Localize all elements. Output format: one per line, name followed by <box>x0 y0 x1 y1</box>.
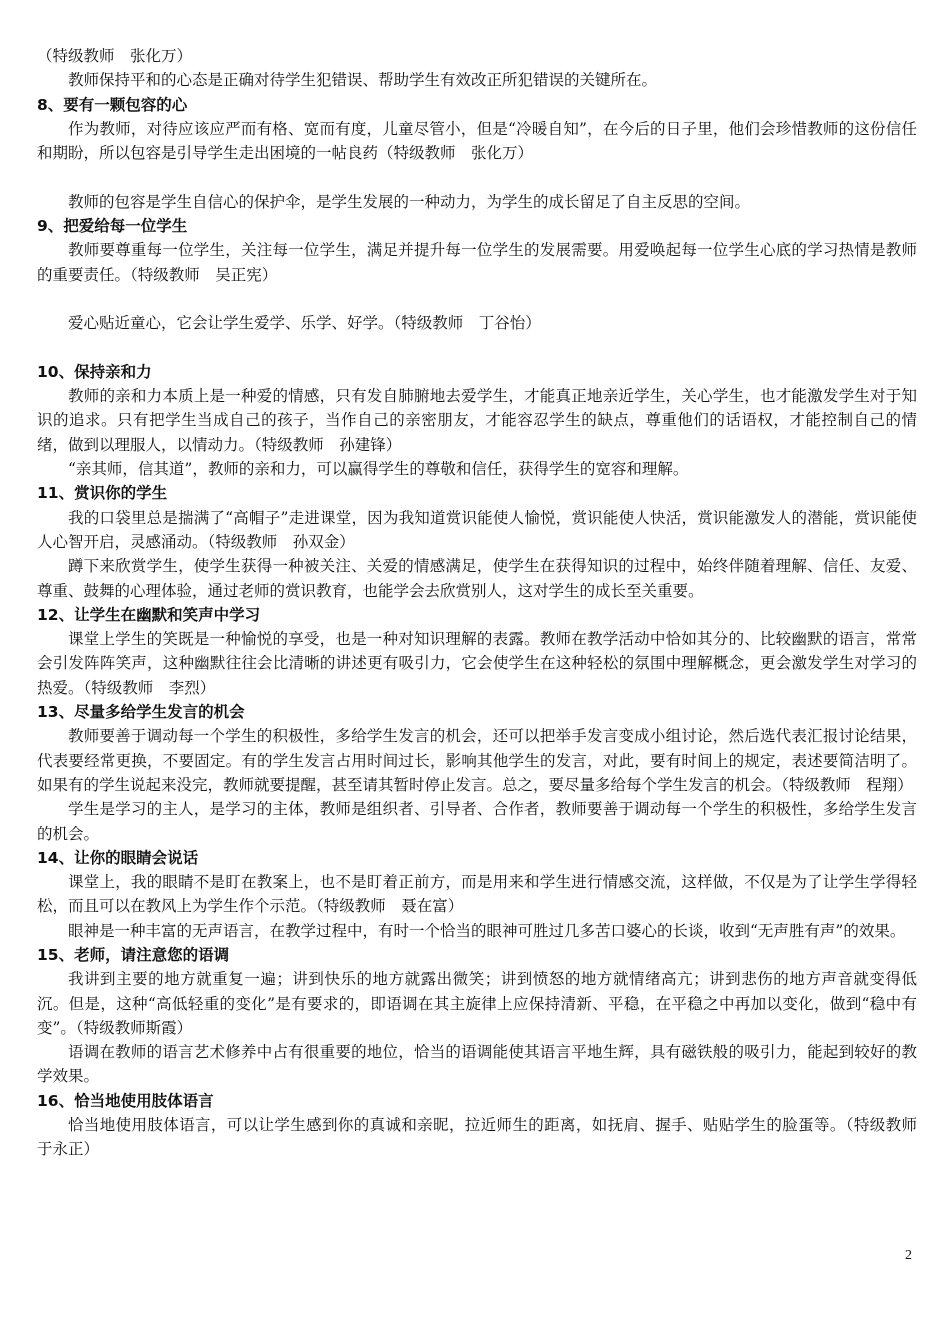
paragraph: 教师的包容是学生自信心的保护伞，是学生发展的一种动力，为学生的成长留足了自主反思的空间。 <box>68 192 751 211</box>
paragraph: 课堂上学生的笑既是一种愉悦的享受，也是一种对知识理解的表露。教师在教学活动中恰如其分的、比较幽默的语言，常常会引发阵阵笑声，这种幽默往往会比清晰的讲述更有吸引力，它会使学生在这种轻松的氛围中理解概念，更会激发学生对学习的热爱。（特级教师 李烈） <box>37 630 917 697</box>
paragraph: 我讲到主要的地方就重复一遍；讲到快乐的地方就露出微笑；讲到愤怒的地方就情绪高亢；讲到悲伤的地方声音就变得低沉。但是，这种“高低轻重的变化”是有要求的，即语调在其主旋律上应保持清新、平稳，在平稳之中再加以变化，做到“稳中有变”。（特级教师斯霞） <box>37 970 917 1037</box>
paragraph: 教师要尊重每一位学生，关注每一位学生，满足并提升每一位学生的发展需要。用爱唤起每一位学生心底的学习热情是教师的重要责任。（特级教师 吴正宪） <box>37 241 917 284</box>
page-number: 2 <box>905 1248 912 1263</box>
section-heading: 14、让你的眼睛会说话 <box>37 848 199 867</box>
paragraph: “亲其师，信其道”，教师的亲和力，可以赢得学生的尊敬和信任，获得学生的宽容和理解。 <box>68 460 689 479</box>
blank-line <box>37 287 917 311</box>
section-heading: 15、老师，请注意您的语调 <box>37 945 230 964</box>
paragraph: 教师保持平和的心态是正确对待学生犯错误、帮助学生有效改正所犯错误的关键所在。 <box>68 71 658 90</box>
paragraph: 学生是学习的主人，是学习的主体，教师是组织者、引导者、合作者，教师要善于调动每一个学生的积极性，多给学生发言的机会。 <box>37 800 917 843</box>
paragraph: （特级教师 张化万） <box>37 47 193 65</box>
paragraph: 眼神是一种丰富的无声语言，在教学过程中，有时一个恰当的眼神可胜过几多苦口婆心的长谈，收到“无声胜有声”的效果。 <box>68 921 906 940</box>
document-body <box>37 44 933 1162</box>
section-heading: 9、把爱给每一位学生 <box>37 217 188 236</box>
section-heading: 13、尽量多给学生发言的机会 <box>37 703 245 722</box>
blank-line <box>37 165 917 189</box>
paragraph: 教师要善于调动每一个学生的积极性，多给学生发言的机会，还可以把举手发言变成小组讨论，然后选代表汇报讨论结果，代表要经常更换，不要固定。有的学生发言占用时间过长，影响其他学生的发言，对此，要有时间上的规定，表述要简洁明了。如果有的学生说起来没完，教师就要提醒，甚至请其暂时停止发言。总之，要尽量多给每个学生发言的机会。（特级教师 程翔） <box>37 727 917 794</box>
blank-line <box>37 336 917 360</box>
section-heading: 8、要有一颗包容的心 <box>37 95 188 114</box>
section-heading: 10、保持亲和力 <box>37 362 152 381</box>
paragraph: 恰当地使用肢体语言，可以让学生感到你的真诚和亲昵，拉近师生的距离，如抚肩、握手、贴贴学生的脸蛋等。（特级教师 于永正） <box>37 1116 933 1159</box>
paragraph: 我的口袋里总是揣满了“高帽子”走进课堂，因为我知道赏识能使人愉悦，赏识能使人快活，赏识能激发人的潜能，赏识能使人心智开启，灵感涌动。（特级教师 孙双金） <box>37 508 917 551</box>
paragraph: 蹲下来欣赏学生，使学生获得一种被关注、关爱的情感满足，使学生在获得知识的过程中，始终伴随着理解、信任、友爱、尊重、鼓舞的心理体验，通过老师的赏识教育，也能学会去欣赏别人，这对学生的成长至关重要。 <box>37 557 917 600</box>
section-heading: 16、恰当地使用肢体语言 <box>37 1091 214 1110</box>
section-heading: 12、让学生在幽默和笑声中学习 <box>37 605 261 624</box>
paragraph: 作为教师，对待应该应严而有格、宽而有度，儿童尽管小，但是“冷暖自知”，在今后的日子里，他们会珍惜教师的这份信任和期盼，所以包容是引导学生走出困境的一帖良药（特级教师 张化万） <box>37 119 917 163</box>
paragraph: 教师的亲和力本质上是一种爱的情感，只有发自肺腑地去爱学生，才能真正地亲近学生，关心学生，也才能激发学生对于知识的追求。只有把学生当成自己的孩子，当作自己的亲密朋友，才能容忍学生的缺点，尊重他们的话语权，才能控制自己的情绪，做到以理服人，以情动力。（特级教师 孙建锋） <box>37 387 917 454</box>
paragraph: 爱心贴近童心，它会让学生爱学、乐学、好学。（特级教师 丁谷怡） <box>68 314 541 333</box>
paragraph: 语调在教师的语言艺术修养中占有很重要的地位，恰当的语调能使其语言平地生辉，具有磁铁般的吸引力，能起到较好的教学效果。 <box>37 1043 917 1086</box>
paragraph: 课堂上，我的眼睛不是盯在教案上，也不是盯着正前方，而是用来和学生进行情感交流，这样做，不仅是为了让学生学得轻松，而且可以在教风上为学生作个示范。（特级教师 聂在富） <box>37 873 917 916</box>
section-heading: 11、赏识你的学生 <box>37 484 168 503</box>
